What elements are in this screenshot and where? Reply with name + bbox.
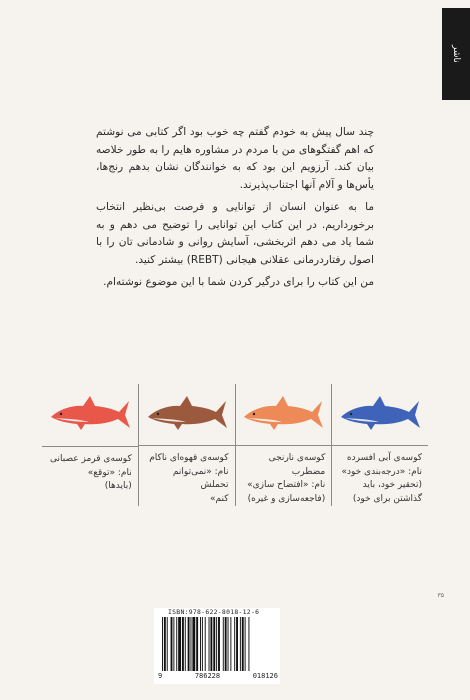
shark-line: (فاجعه‌سازی و غیره): [247, 493, 326, 504]
shark-line: نام: «توقع»: [87, 467, 132, 478]
shark-line: نام: «افتضاح سازی»: [247, 480, 326, 490]
blue-shark-icon: [339, 395, 421, 435]
shark-line: (تحقیر خود، باید: [362, 480, 422, 490]
barcode-digit-group: 786228: [194, 672, 221, 680]
shark-title: کوسه‌ی آبی افسرده: [346, 453, 422, 463]
shark-line: (بایدها): [104, 481, 132, 491]
paragraph-3: من این کتاب را برای درگیر کردن شما با این موضوع نوشته‌ام.: [103, 276, 374, 288]
shark-title: کوسه‌ی نارنجی: [268, 453, 326, 463]
barcode-bars: [162, 617, 274, 671]
shark-line: نام: «نمی‌توانم تحملش: [172, 466, 229, 490]
barcode-digits: [156, 672, 280, 680]
brown-shark-icon: [146, 395, 228, 435]
barcode-digit-group: 9: [158, 672, 163, 680]
publisher-logo: ناشر: [442, 8, 470, 100]
shark-line: نام: «درجه‌بندی خود»: [341, 466, 422, 477]
shark-title: کوسه‌ی قرمز عصبانی: [49, 454, 132, 464]
shark-panel: [42, 384, 428, 506]
shark-card-orange: [235, 384, 332, 506]
back-cover-text: [96, 124, 374, 297]
shark-title: کوسه‌ی قهوه‌ای ناکام: [149, 453, 229, 463]
barcode-digit-group: 018126: [252, 672, 278, 680]
paragraph-1: چند سال پیش به خودم گفتم چه خوب بود اگر کتابی می نوشتم که اهم گفتگوهای من با مردم در مشاوره هایم را به طور خلاصه بیان کند. آرزویم این بود که به خوانندگان نشان بدهم رنج‌ها، یأس‌ها و آلام آنها اجتناب‌پذیر‌ند.: [96, 126, 374, 191]
isbn-text: ISBN:978-622-8018-12-6: [168, 608, 260, 616]
barcode: [154, 608, 280, 684]
page-mark: ۳۵: [437, 592, 444, 599]
orange-shark-icon: [242, 395, 324, 435]
shark-card-blue: [331, 384, 428, 506]
shark-line: گذاشتن برای خود): [352, 493, 422, 504]
shark-line: کنم»: [210, 493, 229, 504]
shark-card-brown: [138, 384, 235, 506]
paragraph-2: ما به عنوان انسان از توانایی و فرصت بی‌نظیر انتخاب برخورداریم. در این کتاب این توانایی را توضیح می دهم و به شما یاد می دهم اثربخشی، آسایش روانی و شادمانی تان را با اصول رفتاردرمانی عقلانی هیجانی (REBT) بیشتر کنید.: [96, 201, 374, 266]
shark-line: مضطرب: [291, 466, 326, 477]
shark-card-red: [42, 384, 138, 506]
red-shark-icon: [49, 395, 131, 435]
